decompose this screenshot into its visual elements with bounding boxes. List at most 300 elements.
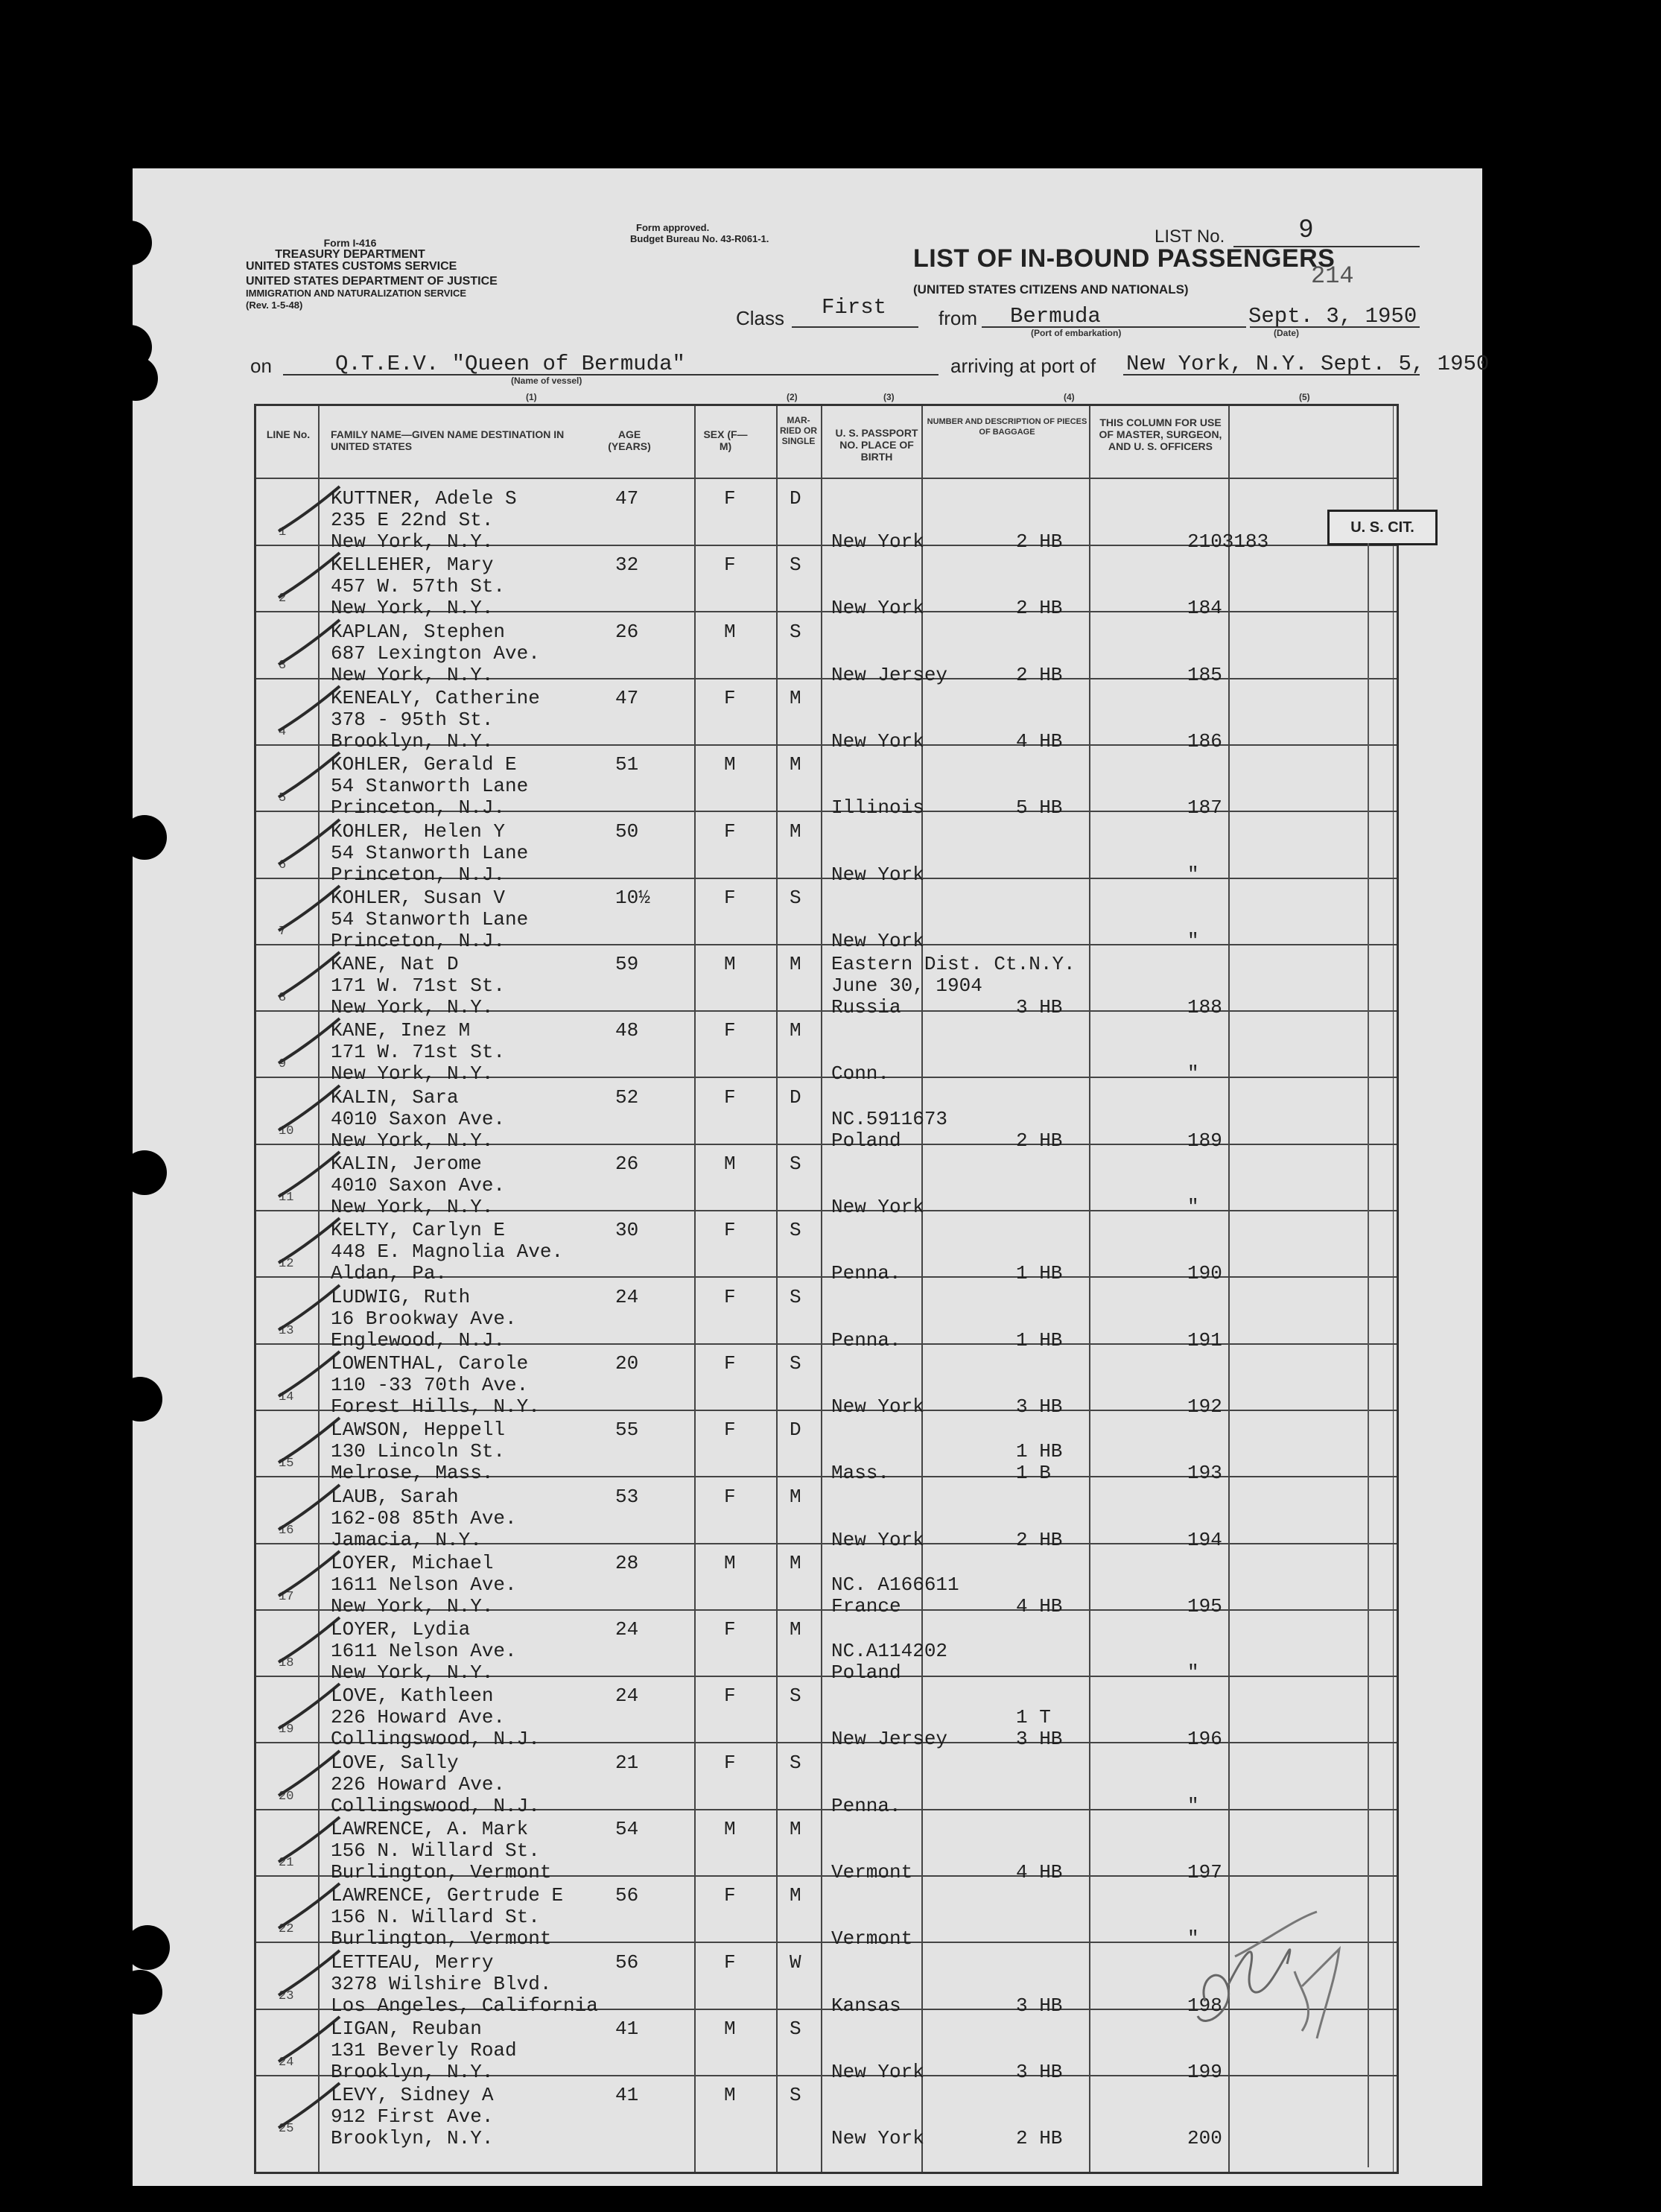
binder-hole — [113, 356, 158, 401]
place-of-birth: Conn. — [831, 1062, 890, 1086]
address-line: 171 W. 71st St. — [331, 1041, 506, 1064]
on-label: on — [250, 355, 272, 377]
baggage-count: 1 HB — [1016, 1262, 1063, 1285]
address-line: 457 W. 57th St. — [331, 575, 506, 598]
table-row — [256, 812, 1397, 886]
officer-number: 196 — [1187, 1728, 1222, 1751]
sex: M — [724, 620, 736, 643]
binder-hole — [125, 1925, 170, 1970]
sex: F — [724, 1751, 736, 1774]
place-of-birth: New York — [831, 2127, 924, 2150]
officer-number: 200 — [1187, 2127, 1222, 2150]
age: 56 — [615, 1884, 639, 1907]
table-row — [256, 479, 1397, 553]
marital-status: S — [790, 554, 801, 577]
binder-hole — [122, 815, 167, 860]
officer-number: " — [1187, 929, 1199, 952]
address-line: 4010 Saxon Ave. — [331, 1107, 506, 1130]
sex: F — [724, 820, 736, 843]
agency-line: UNITED STATES CUSTOMS SERVICE — [246, 260, 457, 273]
place-of-birth: New York — [831, 1395, 924, 1418]
address-line: 54 Stanworth Lane — [331, 775, 529, 798]
agency-block — [246, 237, 498, 311]
address-line: 54 Stanworth Lane — [331, 841, 529, 864]
city-state: Princeton, N.J. — [331, 929, 506, 952]
marital-status: S — [790, 1685, 801, 1708]
arriving-label: arriving at port of — [950, 355, 1096, 377]
city-state: Princeton, N.J. — [331, 796, 506, 820]
line-number: 23 — [279, 1988, 294, 2003]
baggage-count: 4 HB — [1016, 1861, 1063, 1883]
line-number: 12 — [279, 1257, 294, 1272]
address-line: 156 N. Willard St. — [331, 1906, 540, 1929]
place-of-birth: New York — [831, 530, 924, 553]
place-of-birth: Penna. — [831, 1328, 901, 1351]
agency-line: UNITED STATES DEPARTMENT OF JUSTICE — [246, 275, 498, 288]
sex: M — [724, 2084, 736, 2107]
sex: M — [724, 953, 736, 976]
age: 24 — [615, 1618, 639, 1641]
address-line: 226 Howard Ave. — [331, 1706, 506, 1729]
table-row — [256, 2076, 1397, 2150]
age: 48 — [615, 1019, 639, 1042]
line-number: 19 — [279, 1723, 294, 1737]
place-of-birth: New York — [831, 1528, 924, 1551]
line-number: 18 — [279, 1656, 294, 1671]
address-line: 226 Howard Ave. — [331, 1772, 506, 1796]
marital-status: M — [790, 1485, 801, 1508]
marital-status: D — [790, 1419, 801, 1442]
place-of-birth: New York — [831, 863, 924, 886]
baggage-count: 4 HB — [1016, 729, 1063, 752]
baggage-count: 3 HB — [1016, 996, 1063, 1019]
place-of-birth: New York — [831, 1196, 924, 1218]
col-header-line-no: LINE No. — [266, 428, 311, 440]
sex: F — [724, 1351, 736, 1375]
col-header-married: MAR-RIED OR SINGLE — [779, 415, 817, 446]
officer-number: 192 — [1187, 1395, 1222, 1418]
marital-status: S — [790, 1153, 801, 1175]
binder-hole — [107, 221, 152, 265]
column-number: (1) — [526, 392, 537, 402]
officer-number: 184 — [1187, 597, 1222, 620]
city-state: New York, N.Y. — [331, 530, 494, 553]
baggage-count: 2 HB — [1016, 663, 1063, 686]
officer-number: 199 — [1187, 2060, 1222, 2083]
address-line: 171 W. 71st St. — [331, 975, 506, 998]
line-number: 7 — [279, 924, 287, 939]
line-number: 8 — [279, 991, 287, 1006]
binder-hole — [118, 1970, 162, 2015]
line-number: 9 — [279, 1057, 287, 1072]
marital-status: D — [790, 1086, 801, 1109]
passenger-name: LOYER, Michael — [331, 1551, 494, 1574]
col-header-name: FAMILY NAME—GIVEN NAME DESTINATION IN UNITED STATES — [331, 428, 565, 452]
baggage-count: 4 HB — [1016, 1594, 1063, 1617]
passenger-name: LAWRENCE, Gertrude E — [331, 1884, 564, 1907]
passenger-name: KOHLER, Helen Y — [331, 820, 506, 843]
officer-number: 188 — [1187, 996, 1222, 1019]
line-number: 22 — [279, 1922, 294, 1937]
passenger-name: KELLEHER, Mary — [331, 554, 494, 577]
passport-number: NC.A114202 — [831, 1640, 948, 1663]
address-line: 54 Stanworth Lane — [331, 907, 529, 931]
age: 10½ — [615, 886, 650, 909]
officer-number: 189 — [1187, 1129, 1222, 1152]
line-number: 3 — [279, 658, 287, 673]
passenger-name: KOHLER, Susan V — [331, 886, 506, 909]
line-number: 11 — [279, 1191, 294, 1205]
age: 24 — [615, 1285, 639, 1308]
place-of-birth: New Jersey — [831, 663, 948, 686]
budget-block — [630, 222, 769, 244]
sex: M — [724, 1818, 736, 1840]
city-state: Brooklyn, N.Y. — [331, 2060, 494, 2083]
city-state: New York, N.Y. — [331, 663, 494, 686]
city-state: New York, N.Y. — [331, 1062, 494, 1086]
table-row — [256, 1676, 1397, 1751]
age: 51 — [615, 753, 639, 776]
table-row — [256, 945, 1397, 1019]
manifest-sheet — [133, 168, 1490, 2186]
address-line: 687 Lexington Ave. — [331, 641, 540, 665]
address-line: 448 E. Magnolia Ave. — [331, 1240, 564, 1264]
passport-number: June 30, 1904 — [831, 975, 982, 998]
passenger-name: LAWRENCE, A. Mark — [331, 1818, 529, 1840]
sex: F — [724, 1884, 736, 1907]
line-number: 25 — [279, 2122, 294, 2137]
address-line: 110 -33 70th Ave. — [331, 1373, 529, 1396]
city-state: Collingswood, N.J. — [331, 1794, 540, 1817]
city-state: Brooklyn, N.Y. — [331, 2127, 494, 2150]
city-state: Princeton, N.J. — [331, 863, 506, 886]
passenger-name: KANE, Nat D — [331, 953, 459, 976]
table-row — [256, 1743, 1397, 1817]
passport-note: Eastern Dist. Ct.N.Y. — [831, 953, 1076, 976]
place-of-birth: New York — [831, 729, 924, 752]
address-line: 16 Brookway Ave. — [331, 1307, 517, 1330]
table-row — [256, 612, 1397, 686]
sex: F — [724, 1285, 736, 1308]
line-number: 21 — [279, 1856, 294, 1870]
marital-status: S — [790, 1219, 801, 1242]
place-of-birth: Poland — [831, 1661, 901, 1685]
col-header-passport: U. S. PASSPORT NO. PLACE OF BIRTH — [835, 427, 918, 463]
passenger-name: KALIN, Jerome — [331, 1153, 482, 1175]
officer-number: 195 — [1187, 1594, 1222, 1617]
sex: F — [724, 1950, 736, 1974]
marital-status: M — [790, 820, 801, 843]
table-row — [256, 1410, 1397, 1485]
marital-status: S — [790, 2017, 801, 2040]
passenger-name: LEVY, Sidney A — [331, 2084, 494, 2107]
agency-line: TREASURY DEPARTMENT — [275, 248, 425, 261]
address-line: 1611 Nelson Ave. — [331, 1640, 517, 1663]
passenger-name: KOHLER, Gerald E — [331, 753, 517, 776]
city-state: Melrose, Mass. — [331, 1462, 494, 1485]
address-line: 131 Beverly Road — [331, 2038, 517, 2062]
passenger-name: LOYER, Lydia — [331, 1618, 471, 1641]
marital-status: D — [790, 487, 801, 510]
officer-number: " — [1187, 1794, 1199, 1817]
form-approved: Form approved. — [636, 222, 710, 233]
passenger-name: KAPLAN, Stephen — [331, 620, 506, 643]
binder-hole — [122, 1150, 167, 1195]
line-number: 5 — [279, 791, 287, 806]
city-state: Brooklyn, N.Y. — [331, 729, 494, 752]
city-state: New York, N.Y. — [331, 1661, 494, 1685]
address-line: 162-08 85th Ave. — [331, 1506, 517, 1530]
table-row — [256, 1810, 1397, 1883]
baggage-count: 1 B — [1016, 1462, 1051, 1485]
city-state: New York, N.Y. — [331, 597, 494, 620]
line-number: 17 — [279, 1589, 294, 1604]
city-state: New York, N.Y. — [331, 1196, 494, 1218]
marital-status: M — [790, 1551, 801, 1574]
officer-number: 187 — [1187, 796, 1222, 820]
passenger-name: LUDWIG, Ruth — [331, 1285, 471, 1308]
passenger-name: KANE, Inez M — [331, 1019, 471, 1042]
baggage-count: 5 HB — [1016, 796, 1063, 820]
baggage-count: 3 HB — [1016, 1395, 1063, 1418]
age: 52 — [615, 1086, 639, 1109]
sex: M — [724, 2017, 736, 2040]
class-underline — [792, 326, 918, 328]
place-of-birth: Russia — [831, 996, 901, 1019]
baggage-count: 1 HB — [1016, 1328, 1063, 1351]
passenger-name: KUTTNER, Adele S — [331, 487, 517, 510]
place-of-birth: Penna. — [831, 1262, 901, 1285]
age: 26 — [615, 620, 639, 643]
age: 54 — [615, 1818, 639, 1840]
officer-number: " — [1187, 1661, 1199, 1685]
table-row — [256, 1610, 1397, 1685]
city-state: Forest Hills, N.Y. — [331, 1395, 540, 1418]
line-number: 4 — [279, 724, 287, 739]
place-of-birth: New Jersey — [831, 1728, 948, 1751]
baggage-count: 2 HB — [1016, 597, 1063, 620]
sex: M — [724, 1551, 736, 1574]
table-row — [256, 1278, 1397, 1351]
place-of-birth: Penna. — [831, 1794, 901, 1817]
baggage-line: 1 HB — [1016, 1440, 1063, 1463]
age: 26 — [615, 1153, 639, 1175]
officer-number: 2103183 — [1187, 530, 1269, 553]
address-line: 1611 Nelson Ave. — [331, 1573, 517, 1596]
date-caption: (Date) — [1274, 328, 1300, 338]
passport-number: NC.5911673 — [831, 1107, 948, 1130]
vessel-caption: (Name of vessel) — [511, 375, 582, 386]
line-number: 10 — [279, 1124, 294, 1138]
line-number: 16 — [279, 1523, 294, 1538]
passenger-name: KALIN, Sara — [331, 1086, 459, 1109]
line-number: 14 — [279, 1389, 294, 1404]
baggage-count: 2 HB — [1016, 530, 1063, 553]
age: 47 — [615, 686, 639, 709]
manifest-title: LIST OF IN-BOUND PASSENGERS — [913, 244, 1336, 273]
place-of-birth: France — [831, 1594, 901, 1617]
passenger-name: KENEALY, Catherine — [331, 686, 540, 709]
line-number: 24 — [279, 2055, 294, 2070]
sex: F — [724, 1086, 736, 1109]
col-header-baggage: NUMBER AND DESCRIPTION OF PIECES OF BAGGAGE — [927, 417, 1087, 437]
baggage-count: 2 HB — [1016, 1528, 1063, 1551]
table-row — [256, 545, 1397, 620]
place-of-birth: New York — [831, 929, 924, 952]
marital-status: M — [790, 686, 801, 709]
address-line: 156 N. Willard St. — [331, 1839, 540, 1862]
passenger-name: LOWENTHAL, Carole — [331, 1351, 529, 1375]
age: 53 — [615, 1485, 639, 1508]
passenger-name: KELTY, Carlyn E — [331, 1219, 506, 1242]
age: 41 — [615, 2084, 639, 2107]
line-number: 15 — [279, 1457, 294, 1471]
sex: F — [724, 1019, 736, 1042]
sex: F — [724, 1618, 736, 1641]
marital-status: M — [790, 1818, 801, 1840]
place-of-birth: Vermont — [831, 1927, 913, 1950]
table-row — [256, 878, 1397, 952]
age: 20 — [615, 1351, 639, 1375]
city-state: Burlington, Vermont — [331, 1861, 552, 1883]
marital-status: S — [790, 1751, 801, 1774]
place-of-birth: Illinois — [831, 796, 924, 820]
address-line: 378 - 95th St. — [331, 708, 494, 731]
city-state: Burlington, Vermont — [331, 1927, 552, 1950]
officer-number: 197 — [1187, 1861, 1222, 1883]
line-number: 13 — [279, 1323, 294, 1338]
city-state: Collingswood, N.J. — [331, 1728, 540, 1751]
passenger-name: LIGAN, Reuban — [331, 2017, 482, 2040]
list-no-label: LIST No. — [1155, 226, 1225, 247]
budget-bureau-no: Budget Bureau No. 43-R061-1. — [630, 233, 769, 244]
marital-status: M — [790, 753, 801, 776]
class-value: First — [822, 295, 887, 320]
passenger-name: LAUB, Sarah — [331, 1485, 459, 1508]
col-header-age: AGE (YEARS) — [608, 428, 651, 452]
baggage-count: 3 HB — [1016, 1994, 1063, 2017]
officer-number: 186 — [1187, 729, 1222, 752]
sex: F — [724, 554, 736, 577]
sex: M — [724, 1153, 736, 1175]
line-number: 20 — [279, 1789, 294, 1804]
sex: F — [724, 1419, 736, 1442]
age: 28 — [615, 1551, 639, 1574]
baggage-count: 3 HB — [1016, 1728, 1063, 1751]
age: 30 — [615, 1219, 639, 1242]
line-number: 1 — [279, 525, 287, 539]
marital-status: S — [790, 2084, 801, 2107]
baggage-count: 2 HB — [1016, 1129, 1063, 1152]
passenger-name: LETTEAU, Merry — [331, 1950, 494, 1974]
us-citizen-stamp: U. S. CIT. — [1327, 510, 1438, 545]
marital-status: M — [790, 1019, 801, 1042]
col-header-officers: THIS COLUMN FOR USE OF MASTER, SURGEON, AND U. S. OFFICERS — [1099, 416, 1222, 452]
marital-status: M — [790, 953, 801, 976]
place-of-birth: New York — [831, 2060, 924, 2083]
vessel-name: Q.T.E.V. "Queen of Bermuda" — [335, 352, 685, 376]
table-row — [256, 1011, 1397, 1086]
officer-number: " — [1187, 863, 1199, 886]
marital-status: S — [790, 1351, 801, 1375]
table-row — [256, 745, 1397, 820]
binder-hole — [118, 1377, 162, 1422]
table-row — [256, 1144, 1397, 1218]
address-line: 235 E 22nd St. — [331, 509, 494, 531]
port-of-embarkation-caption: (Port of embarkation) — [1031, 328, 1122, 338]
marital-status: M — [790, 1884, 801, 1907]
officer-number: " — [1187, 1196, 1199, 1218]
sex: F — [724, 487, 736, 510]
baggage-line: 1 T — [1016, 1706, 1051, 1729]
sex: F — [724, 1219, 736, 1242]
sex: M — [724, 753, 736, 776]
officer-number: " — [1187, 1062, 1199, 1086]
age: 55 — [615, 1419, 639, 1442]
sex: F — [724, 1485, 736, 1508]
baggage-count: 3 HB — [1016, 2060, 1063, 2083]
place-of-birth: Vermont — [831, 1861, 913, 1883]
col-header-sex: SEX (F—M) — [703, 428, 748, 452]
passenger-name: LOVE, Kathleen — [331, 1685, 494, 1708]
sex: F — [724, 686, 736, 709]
marital-status: W — [790, 1950, 801, 1974]
address-line: 3278 Wilshire Blvd. — [331, 1972, 552, 1995]
city-state: Englewood, N.J. — [331, 1328, 506, 1351]
column-number: (4) — [1064, 392, 1075, 402]
baggage-count: 2 HB — [1016, 2127, 1063, 2150]
officer-number: 191 — [1187, 1328, 1222, 1351]
place-of-birth: New York — [831, 597, 924, 620]
from-label: from — [939, 307, 977, 329]
place-of-birth: Mass. — [831, 1462, 890, 1485]
city-state: Jamacia, N.Y. — [331, 1528, 482, 1551]
passport-number: NC. A166611 — [831, 1573, 959, 1596]
column-number: (3) — [883, 392, 895, 402]
officer-number: 190 — [1187, 1262, 1222, 1285]
officer-number: 193 — [1187, 1462, 1222, 1485]
city-state: New York, N.Y. — [331, 1129, 494, 1152]
column-number: (5) — [1299, 392, 1310, 402]
city-state: Aldan, Pa. — [331, 1262, 448, 1285]
table-row — [256, 1211, 1397, 1285]
table-row — [256, 1344, 1397, 1418]
list-no-value: 9 — [1299, 215, 1313, 243]
marital-status: S — [790, 886, 801, 909]
sex: F — [724, 1685, 736, 1708]
line-number: 2 — [279, 592, 287, 606]
table-row — [256, 679, 1397, 752]
from-value: Bermuda — [1010, 304, 1101, 329]
address-line: 130 Lincoln St. — [331, 1440, 506, 1463]
table-row — [256, 1477, 1397, 1551]
passenger-name: LOVE, Sally — [331, 1751, 459, 1774]
class-label: Class — [736, 307, 785, 329]
inspector-signature — [1175, 1889, 1354, 2053]
officer-number: 185 — [1187, 663, 1222, 686]
city-state: Los Angeles, California — [331, 1994, 598, 2017]
age: 59 — [615, 953, 639, 976]
marital-status: M — [790, 1618, 801, 1641]
marital-status: S — [790, 1285, 801, 1308]
table-row — [256, 1078, 1397, 1152]
city-state: New York, N.Y. — [331, 1594, 494, 1617]
agency-line: IMMIGRATION AND NATURALIZATION SERVICE — [246, 288, 467, 299]
manifest-subtitle: (UNITED STATES CITIZENS AND NATIONALS) — [913, 282, 1189, 297]
city-state: New York, N.Y. — [331, 996, 494, 1019]
column-number: (2) — [787, 392, 798, 402]
passenger-name: LAWSON, Heppell — [331, 1419, 506, 1442]
